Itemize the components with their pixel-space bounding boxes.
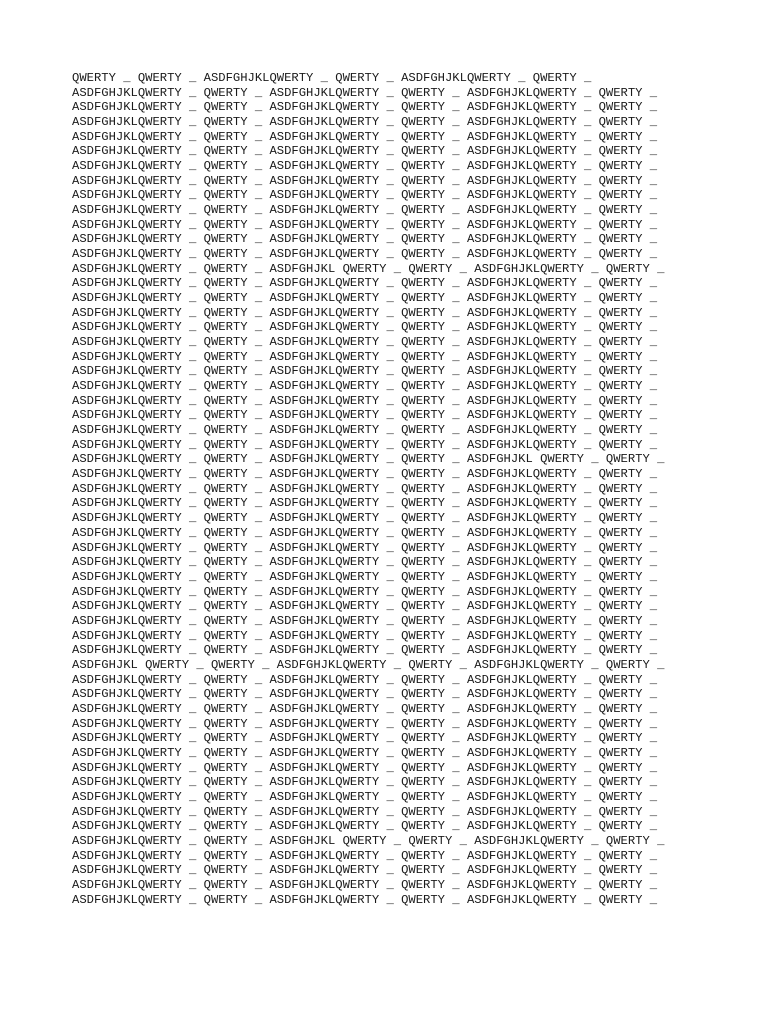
text-line: ASDFGHJKLQWERTY _ QWERTY _ ASDFGHJKLQWERTY _ QWERTY _ ASDFGHJKLQWERTY _ QWERTY _ [72, 437, 658, 452]
text-line: ASDFGHJKLQWERTY _ QWERTY _ ASDFGHJKLQWERTY _ QWERTY _ ASDFGHJKLQWERTY _ QWERTY _ [72, 335, 658, 350]
text-line: ASDFGHJKLQWERTY _ QWERTY _ ASDFGHJKLQWERTY _ QWERTY _ ASDFGHJKL QWERTY _ QWERTY _ [72, 452, 665, 467]
text-line: ASDFGHJKLQWERTY _ QWERTY _ ASDFGHJKLQWERTY _ QWERTY _ ASDFGHJKLQWERTY _ QWERTY _ [72, 203, 658, 218]
text-line: ASDFGHJKLQWERTY _ QWERTY _ ASDFGHJKLQWERTY _ QWERTY _ ASDFGHJKLQWERTY _ QWERTY _ [72, 511, 658, 526]
text-line: ASDFGHJKLQWERTY _ QWERTY _ ASDFGHJKLQWERTY _ QWERTY _ ASDFGHJKLQWERTY _ QWERTY _ [72, 393, 658, 408]
text-line: ASDFGHJKLQWERTY _ QWERTY _ ASDFGHJKLQWERTY _ QWERTY _ ASDFGHJKLQWERTY _ QWERTY _ [72, 540, 658, 555]
text-line: ASDFGHJKLQWERTY _ QWERTY _ ASDFGHJKLQWERTY _ QWERTY _ ASDFGHJKLQWERTY _ QWERTY _ [72, 85, 658, 100]
text-line: ASDFGHJKLQWERTY _ QWERTY _ ASDFGHJKLQWERTY _ QWERTY _ ASDFGHJKLQWERTY _ QWERTY _ [72, 892, 658, 907]
text-line: ASDFGHJKLQWERTY _ QWERTY _ ASDFGHJKLQWERTY _ QWERTY _ ASDFGHJKLQWERTY _ QWERTY _ [72, 672, 658, 687]
text-line: ASDFGHJKLQWERTY _ QWERTY _ ASDFGHJKLQWERTY _ QWERTY _ ASDFGHJKLQWERTY _ QWERTY _ [72, 584, 658, 599]
text-line: ASDFGHJKLQWERTY _ QWERTY _ ASDFGHJKLQWERTY _ QWERTY _ ASDFGHJKLQWERTY _ QWERTY _ [72, 467, 658, 482]
text-line: ASDFGHJKLQWERTY _ QWERTY _ ASDFGHJKLQWERTY _ QWERTY _ ASDFGHJKLQWERTY _ QWERTY _ [72, 599, 658, 614]
text-line: ASDFGHJKLQWERTY _ QWERTY _ ASDFGHJKLQWERTY _ QWERTY _ ASDFGHJKLQWERTY _ QWERTY _ [72, 716, 658, 731]
text-line: ASDFGHJKLQWERTY _ QWERTY _ ASDFGHJKLQWERTY _ QWERTY _ ASDFGHJKLQWERTY _ QWERTY _ [72, 379, 658, 394]
text-line: ASDFGHJKLQWERTY _ QWERTY _ ASDFGHJKLQWERTY _ QWERTY _ ASDFGHJKLQWERTY _ QWERTY _ [72, 423, 658, 438]
text-line: ASDFGHJKLQWERTY _ QWERTY _ ASDFGHJKLQWERTY _ QWERTY _ ASDFGHJKLQWERTY _ QWERTY _ [72, 628, 658, 643]
text-line: ASDFGHJKLQWERTY _ QWERTY _ ASDFGHJKLQWERTY _ QWERTY _ ASDFGHJKLQWERTY _ QWERTY _ [72, 144, 658, 159]
text-line: ASDFGHJKLQWERTY _ QWERTY _ ASDFGHJKL QWERTY _ QWERTY _ ASDFGHJKLQWERTY _ QWERTY _ [72, 261, 665, 276]
text-line: ASDFGHJKLQWERTY _ QWERTY _ ASDFGHJKLQWERTY _ QWERTY _ ASDFGHJKLQWERTY _ QWERTY _ [72, 643, 658, 658]
text-line: ASDFGHJKLQWERTY _ QWERTY _ ASDFGHJKLQWERTY _ QWERTY _ ASDFGHJKLQWERTY _ QWERTY _ [72, 100, 658, 115]
text-line: ASDFGHJKLQWERTY _ QWERTY _ ASDFGHJKLQWERTY _ QWERTY _ ASDFGHJKLQWERTY _ QWERTY _ [72, 496, 658, 511]
document-page [72, 71, 712, 907]
text-line: ASDFGHJKLQWERTY _ QWERTY _ ASDFGHJKLQWERTY _ QWERTY _ ASDFGHJKLQWERTY _ QWERTY _ [72, 745, 658, 760]
text-line: ASDFGHJKLQWERTY _ QWERTY _ ASDFGHJKLQWERTY _ QWERTY _ ASDFGHJKLQWERTY _ QWERTY _ [72, 247, 658, 262]
text-line: ASDFGHJKLQWERTY _ QWERTY _ ASDFGHJKLQWERTY _ QWERTY _ ASDFGHJKLQWERTY _ QWERTY _ [72, 364, 658, 379]
text-line: ASDFGHJKLQWERTY _ QWERTY _ ASDFGHJKLQWERTY _ QWERTY _ ASDFGHJKLQWERTY _ QWERTY _ [72, 848, 658, 863]
text-line: ASDFGHJKLQWERTY _ QWERTY _ ASDFGHJKLQWERTY _ QWERTY _ ASDFGHJKLQWERTY _ QWERTY _ [72, 129, 658, 144]
text-line: ASDFGHJKLQWERTY _ QWERTY _ ASDFGHJKL QWERTY _ QWERTY _ ASDFGHJKLQWERTY _ QWERTY _ [72, 833, 665, 848]
text-line: ASDFGHJKLQWERTY _ QWERTY _ ASDFGHJKLQWERTY _ QWERTY _ ASDFGHJKLQWERTY _ QWERTY _ [72, 731, 658, 746]
text-line: ASDFGHJKLQWERTY _ QWERTY _ ASDFGHJKLQWERTY _ QWERTY _ ASDFGHJKLQWERTY _ QWERTY _ [72, 276, 658, 291]
text-line: ASDFGHJKLQWERTY _ QWERTY _ ASDFGHJKLQWERTY _ QWERTY _ ASDFGHJKLQWERTY _ QWERTY _ [72, 569, 658, 584]
text-line: ASDFGHJKLQWERTY _ QWERTY _ ASDFGHJKLQWERTY _ QWERTY _ ASDFGHJKLQWERTY _ QWERTY _ [72, 775, 658, 790]
text-line: ASDFGHJKLQWERTY _ QWERTY _ ASDFGHJKLQWERTY _ QWERTY _ ASDFGHJKLQWERTY _ QWERTY _ [72, 613, 658, 628]
text-line: ASDFGHJKLQWERTY _ QWERTY _ ASDFGHJKLQWERTY _ QWERTY _ ASDFGHJKLQWERTY _ QWERTY _ [72, 789, 658, 804]
text-line: ASDFGHJKLQWERTY _ QWERTY _ ASDFGHJKLQWERTY _ QWERTY _ ASDFGHJKLQWERTY _ QWERTY _ [72, 320, 658, 335]
text-line: ASDFGHJKLQWERTY _ QWERTY _ ASDFGHJKLQWERTY _ QWERTY _ ASDFGHJKLQWERTY _ QWERTY _ [72, 863, 658, 878]
text-line: ASDFGHJKLQWERTY _ QWERTY _ ASDFGHJKLQWERTY _ QWERTY _ ASDFGHJKLQWERTY _ QWERTY _ [72, 349, 658, 364]
text-line: ASDFGHJKLQWERTY _ QWERTY _ ASDFGHJKLQWERTY _ QWERTY _ ASDFGHJKLQWERTY _ QWERTY _ [72, 819, 658, 834]
text-line: ASDFGHJKLQWERTY _ QWERTY _ ASDFGHJKLQWERTY _ QWERTY _ ASDFGHJKLQWERTY _ QWERTY _ [72, 159, 658, 174]
text-line: ASDFGHJKLQWERTY _ QWERTY _ ASDFGHJKLQWERTY _ QWERTY _ ASDFGHJKLQWERTY _ QWERTY _ [72, 877, 658, 892]
text-line: ASDFGHJKLQWERTY _ QWERTY _ ASDFGHJKLQWERTY _ QWERTY _ ASDFGHJKLQWERTY _ QWERTY _ [72, 804, 658, 819]
text-line: QWERTY _ QWERTY _ ASDFGHJKLQWERTY _ QWERTY _ ASDFGHJKLQWERTY _ QWERTY _ [72, 71, 592, 85]
text-line: ASDFGHJKLQWERTY _ QWERTY _ ASDFGHJKLQWERTY _ QWERTY _ ASDFGHJKLQWERTY _ QWERTY _ [72, 217, 658, 232]
text-line: ASDFGHJKLQWERTY _ QWERTY _ ASDFGHJKLQWERTY _ QWERTY _ ASDFGHJKLQWERTY _ QWERTY _ [72, 701, 658, 716]
text-line: ASDFGHJKLQWERTY _ QWERTY _ ASDFGHJKLQWERTY _ QWERTY _ ASDFGHJKLQWERTY _ QWERTY _ [72, 173, 658, 188]
text-line: ASDFGHJKL QWERTY _ QWERTY _ ASDFGHJKLQWERTY _ QWERTY _ ASDFGHJKLQWERTY _ QWERTY _ [72, 657, 665, 672]
text-line: ASDFGHJKLQWERTY _ QWERTY _ ASDFGHJKLQWERTY _ QWERTY _ ASDFGHJKLQWERTY _ QWERTY _ [72, 525, 658, 540]
text-line: ASDFGHJKLQWERTY _ QWERTY _ ASDFGHJKLQWERTY _ QWERTY _ ASDFGHJKLQWERTY _ QWERTY _ [72, 232, 658, 247]
text-line: ASDFGHJKLQWERTY _ QWERTY _ ASDFGHJKLQWERTY _ QWERTY _ ASDFGHJKLQWERTY _ QWERTY _ [72, 305, 658, 320]
text-line: ASDFGHJKLQWERTY _ QWERTY _ ASDFGHJKLQWERTY _ QWERTY _ ASDFGHJKLQWERTY _ QWERTY _ [72, 188, 658, 203]
text-line: ASDFGHJKLQWERTY _ QWERTY _ ASDFGHJKLQWERTY _ QWERTY _ ASDFGHJKLQWERTY _ QWERTY _ [72, 115, 658, 130]
text-line: ASDFGHJKLQWERTY _ QWERTY _ ASDFGHJKLQWERTY _ QWERTY _ ASDFGHJKLQWERTY _ QWERTY _ [72, 687, 658, 702]
text-line: ASDFGHJKLQWERTY _ QWERTY _ ASDFGHJKLQWERTY _ QWERTY _ ASDFGHJKLQWERTY _ QWERTY _ [72, 555, 658, 570]
text-line: ASDFGHJKLQWERTY _ QWERTY _ ASDFGHJKLQWERTY _ QWERTY _ ASDFGHJKLQWERTY _ QWERTY _ [72, 760, 658, 775]
text-line: ASDFGHJKLQWERTY _ QWERTY _ ASDFGHJKLQWERTY _ QWERTY _ ASDFGHJKLQWERTY _ QWERTY _ [72, 408, 658, 423]
text-line: ASDFGHJKLQWERTY _ QWERTY _ ASDFGHJKLQWERTY _ QWERTY _ ASDFGHJKLQWERTY _ QWERTY _ [72, 291, 658, 306]
text-line: ASDFGHJKLQWERTY _ QWERTY _ ASDFGHJKLQWERTY _ QWERTY _ ASDFGHJKLQWERTY _ QWERTY _ [72, 481, 658, 496]
